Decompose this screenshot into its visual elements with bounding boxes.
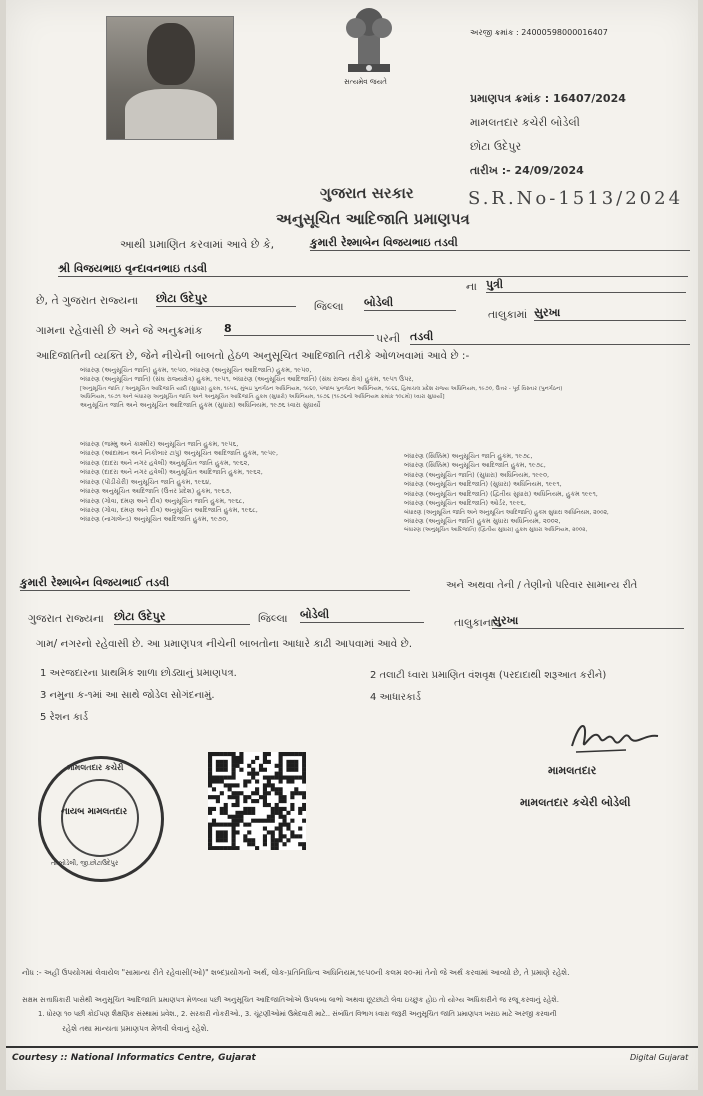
order-line: બંધારણ (અનુસૂચિત આદિજાતિ) ઓર્ડર, ૧૯૯૬,: [404, 499, 527, 508]
seal-mid-text: નાયબ મામલતદાર: [61, 807, 128, 817]
handwritten-signature: [566, 716, 662, 766]
declaration-text: આદિજાતિની વ્યક્તિ છે, જેને નીચેની બાબતો હેઠળ અનુસૂચિત આદિજાતિ તરીકે ઓળખવામાં આવે છે :-: [36, 350, 470, 362]
order-line: બંધારણ (ગોવા, દમણ અને દીવ) અનુસૂચિત જાતિ હુકમ, ૧૯૬૮,: [80, 496, 245, 505]
relation: પુત્રી: [486, 278, 686, 293]
person-name: કુમારી રેશ્માબેન વિજયભાઇ તડવી: [310, 236, 690, 251]
document-item: 1 અરજદારના પ્રાથમિક શાળા છોડ્યાનું પ્રમાણપત્ર.: [40, 668, 237, 679]
order-line: બંધારણ (અનુસૂચિત આદિજાતિ) (દ્વિતીય સુધારા) અધિનિયમ, હુકમ ૧૯૯૧,: [404, 489, 598, 498]
serial-value: 8: [224, 322, 374, 336]
order-line: બંધારણ (જમ્મુ અને કાશ્મીર) અનુસૂચિત જાતિ હુકમ, ૧૯૫૬,: [80, 440, 239, 448]
signatory-office: મામલતદાર કચેરી બોડેલી: [520, 796, 631, 809]
order-line: બંધારણ (અનુસૂચિત જાતિ અને અનુસૂચિત આદિજાતિ) હુકમ સુધારા અધિનિયમ, ૨૦૦૨,: [404, 509, 609, 516]
resident-label: છે, તે ગુજરાત રાજ્યના: [36, 294, 139, 307]
district2-value: બોડેલી: [364, 296, 456, 311]
family-district-value: છોટા ઉદેપુર: [114, 610, 250, 625]
issuing-office: મામલતદાર કચેરી બોડેલી: [470, 116, 580, 129]
order-line: બંધારણ (દાદરા અને નગર હવેલી) અનુસૂચિત આદિજાતિ હુકમ, ૧૯૬૨,: [80, 468, 263, 477]
footer-digital-gujarat: Digital Gujarat: [630, 1053, 689, 1062]
signatory-designation: મામલતદાર: [548, 764, 597, 777]
certificate-title: અનુસૂચિત આદિજાતિ પ્રમાણપત્ર: [276, 210, 470, 228]
order-line: બંધારણ (ગોવા, દમણ અને દીવ) અનુસૂચિત આદિજાતિ હુકમ, ૧૯૬૮,: [80, 505, 258, 514]
certify-label: આથી પ્રમાણિત કરવામાં આવે છે કે,: [120, 238, 275, 251]
state-emblem-icon: [334, 2, 404, 88]
family-district2-value: બોડેલી: [300, 608, 424, 623]
document-item: 2 તલાટી ધ્વારા પ્રમાણિત વંશવૃક્ષ (પરદાદાથી શરૂઆત કરીને): [370, 670, 607, 681]
order-line: બંધારણ (આંદામાન અને નિકોબાર ટાપુ) અનુસૂચિત આદિજાતિ હુકમ, ૧૯૫૯,: [80, 449, 279, 458]
order-line: બંધારણ (અનુસૂચિત આદિજાતિ) (સુધારા) અધિનિયમ, ૧૯૯૧,: [404, 480, 562, 489]
seal-top-text: મામલતદાર કચેરી: [67, 763, 124, 772]
order-line: બંધારણ (અનુસૂચિત જાતિ) હુકમ, ૧૯૫૦, બંધારણ (અનુસૂચિત આદિજાતિ) હુકમ, ૧૯૫૦,: [80, 366, 312, 374]
parni-label: પરની: [376, 332, 401, 345]
note-4: રહેશે તથા માન્યતા પ્રમાણપત્ર મેળવી લેવાનું રહેશે.: [62, 1024, 209, 1033]
certificate-number: પ્રમાણપત્ર ક્રમાંક : 16407/2024: [470, 92, 626, 105]
family-taluka-label: તાલુકાના: [454, 616, 494, 629]
na-label: ના: [466, 280, 477, 293]
state-label: ગુજરાત રાજ્યના: [28, 612, 104, 625]
orders-right-list: [404, 452, 609, 534]
order-line: બંધારણ (અનુસૂચિત આદિજાતિ) (દ્વિતીય સુધારા) હુકમ સુધારા અધિનિયમ, ૨૦૦૨,: [404, 527, 588, 534]
order-line: બંધારણ અનુસૂચિત આદિજાતિ (ઉત્તર પ્રદેશ) હુકમ, ૧૯૬૭,: [80, 487, 232, 496]
issue-date: તારીખ :- 24/09/2024: [470, 164, 584, 177]
order-line: [અનુસૂચિત જાતિ / અનુસૂચિત આદિજાતિ યાદી (સુધારા) હુકમ, ૧૯૫૬, મુંબઇ પુનર્ગઠન અધિનિયમ, ૧૯૬૦, પંજાબ પુનર્ગઠન અધિનિયમ, ૧૯૬૬, હિમાચલ પ્રદેશ રાજ્ય અધિનિયમ, ૧૯૭૦, ઉત્તર - પૂર્વ વિસ્તાર (પુનર્ગઠન): [80, 385, 563, 392]
family-district-label: જિલ્લા: [258, 612, 288, 625]
order-line: બંધારણ (પોંડીચેરી) અનુસૂચિત જાતિ હુકમ, ૧૯૬૪,: [80, 477, 212, 486]
emblem-caption: સત્યમેવ જયતે: [344, 78, 387, 86]
village-label: ગામના રહેવાસી છે અને જે અનુક્રમાંક: [36, 324, 203, 337]
district-value: છોટા ઉદેપુર: [156, 292, 296, 307]
applicant-photo: [106, 16, 234, 140]
taluka-label: તાલુકામાં: [488, 308, 528, 321]
handwritten-serial-number: S.R.No-1513/2024: [468, 188, 684, 209]
application-number: અરજી ક્રમાંક : 24000598000016407: [470, 28, 608, 37]
village-value: સુરખા: [534, 306, 686, 321]
issuing-district: છોટા ઉદેપુર: [470, 140, 522, 153]
official-seal: [38, 756, 164, 882]
order-line: બંધારણ (સિક્કિમ) અનુસૂચિત આદિજાતિ હુકમ, ૧૯૭૮,: [404, 461, 546, 470]
order-line: બંધારણ (સિક્કિમ) અનુસૂચિત જાતિ હુકમ, ૧૯૭૮,: [404, 452, 533, 460]
document-item: 3 નમુના ક-૧માં આ સાથે જોડેલ સોગંદનામું.: [40, 690, 215, 701]
order-line: અનુસૂચિત જાતિ અને અનુસૂચિત આદિજાતિ હુકમ (સુધારા) અધિનિયમ, ૧૯૭૬ ધ્વારા સુધાર્યો: [80, 401, 321, 410]
family-person-name: કુમારી રેશ્માબેન વિજયભાઈ તડવી: [20, 576, 410, 591]
document-item: 5 રેશન કાર્ડ: [40, 712, 89, 723]
note-2: સક્ષમ સત્તાધિકારી પાસેથી અનુસૂચિત આદિજાતિ પ્રમાણપત્ર મેળવ્યા પછી અનુસૂચિત આદિજાતિઓએ ઉપલબ્ધ લાભો અથવા છૂટછાટો લેવા ઇચ્છુક હોઇ તો યોગ્ય અધિકારીને જ રજૂ કરવાનું રહેશે.: [22, 996, 559, 1004]
certificate-page: [6, 0, 698, 1090]
orders-left-list: [80, 440, 278, 525]
order-line: બંધારણ (અનુસૂચિત જાતિ) (સુધારા) અધિનિયમ, ૧૯૯૦,: [404, 470, 550, 479]
footer-courtesy: Courtesy :: National Informatics Centre, Gujarat: [12, 1053, 256, 1063]
note-1: નોંધ :- અહીં ઉપયોગમાં લેવાયેલ "સામાન્ય રીતે રહેવાસી(ઓ)" શબ્દપ્રયોગનો અર્થ, લોક-પ્રતિનિધિત્વ અધિનિયમ,૧૯૫૦ની કલમ ૨૦-માં તેનો જે અર્થ કરવામાં આવ્યો છે, તે પ્રમાણે રહેશે.: [22, 968, 570, 977]
footer-divider: [6, 1046, 698, 1048]
seal-bottom-text: તા.બોડેલી, જી.છોટાઉદેપુર: [51, 859, 119, 867]
basis-text: ગામ/ નગરનો રહેવાસી છે. આ પ્રમાણપત્ર નીચેની બાબતોના આધારે કાઢી આપવામાં આવે છે.: [36, 638, 413, 650]
father-name: શ્રી વિજયભાઇ વૃન્દાવનભાઇ તડવી: [58, 262, 688, 277]
order-line: બંધારણ (અનુસૂચિત જાતિ) હુકમ સુધારા અધિનિયમ, ૨૦૦૨,: [404, 516, 561, 525]
qr-code: [208, 752, 306, 850]
order-line: બંધારણ (દાદરા અને નગર હવેલી) અનુસૂચિત જાતિ હુકમ, ૧૯૬૨,: [80, 458, 250, 467]
orders-top-list: [80, 366, 562, 410]
tribe-value: તડવી: [410, 330, 690, 345]
family-label: અને અથવા તેની / તેણીનો પરિવાર સામાન્ય રીતે: [446, 580, 638, 591]
order-line: અધિનિયમ, ૧૯૭૧ અને બંધારણ અનુસૂચિત જાતિ અને અનુસૂચિત આદિજાતિ હુકમ (સુધારો) અધિનિયમ, ૧૯૭૬ (૧૯૭૬નો અધિનિયમ ક્રમાંક ૧૦૮મો) ધ્વારા સુધાર્યા]: [80, 393, 445, 400]
document-item: 4 આધારકાર્ડ: [370, 692, 421, 703]
family-village-value: સુરખા: [492, 614, 684, 629]
note-3: 1. ધોરણ ૧૦ પછી કોઈપણ શૈક્ષણિક સંસ્થામાં પ્રવેશ., 2. સરકારી નોકરીઓ., 3. ચૂંટણીઓમાં ઉમેદવારી માટે.. સંબંધિત વિભાગ ધ્વારા જરૂરી અનુસૂચિત જાતિ પ્રમાણપત્ર ખરાઇ માટે અરજી કરવાની: [38, 1010, 557, 1018]
order-line: બંધારણ (નાગાલેન્ડ) અનુસૂચિત આદિજાતિ હુકમ, ૧૯૭૦,: [80, 515, 229, 524]
district-label: જિલ્લા: [314, 300, 344, 313]
government-name: ગુજરાત સરકાર: [320, 184, 414, 202]
order-line: બંધારણ (અનુસૂચિત જાતિ) (સંઘ રાજ્યક્ષેત્ર) હુકમ, ૧૯૫૧, બંધારણ (અનુસૂચિત આદિજાતિ) (સંઘ રાજ્ય ક્ષેત્ર) હુકમ, ૧૯૫૧ ઉપર,: [80, 375, 414, 384]
